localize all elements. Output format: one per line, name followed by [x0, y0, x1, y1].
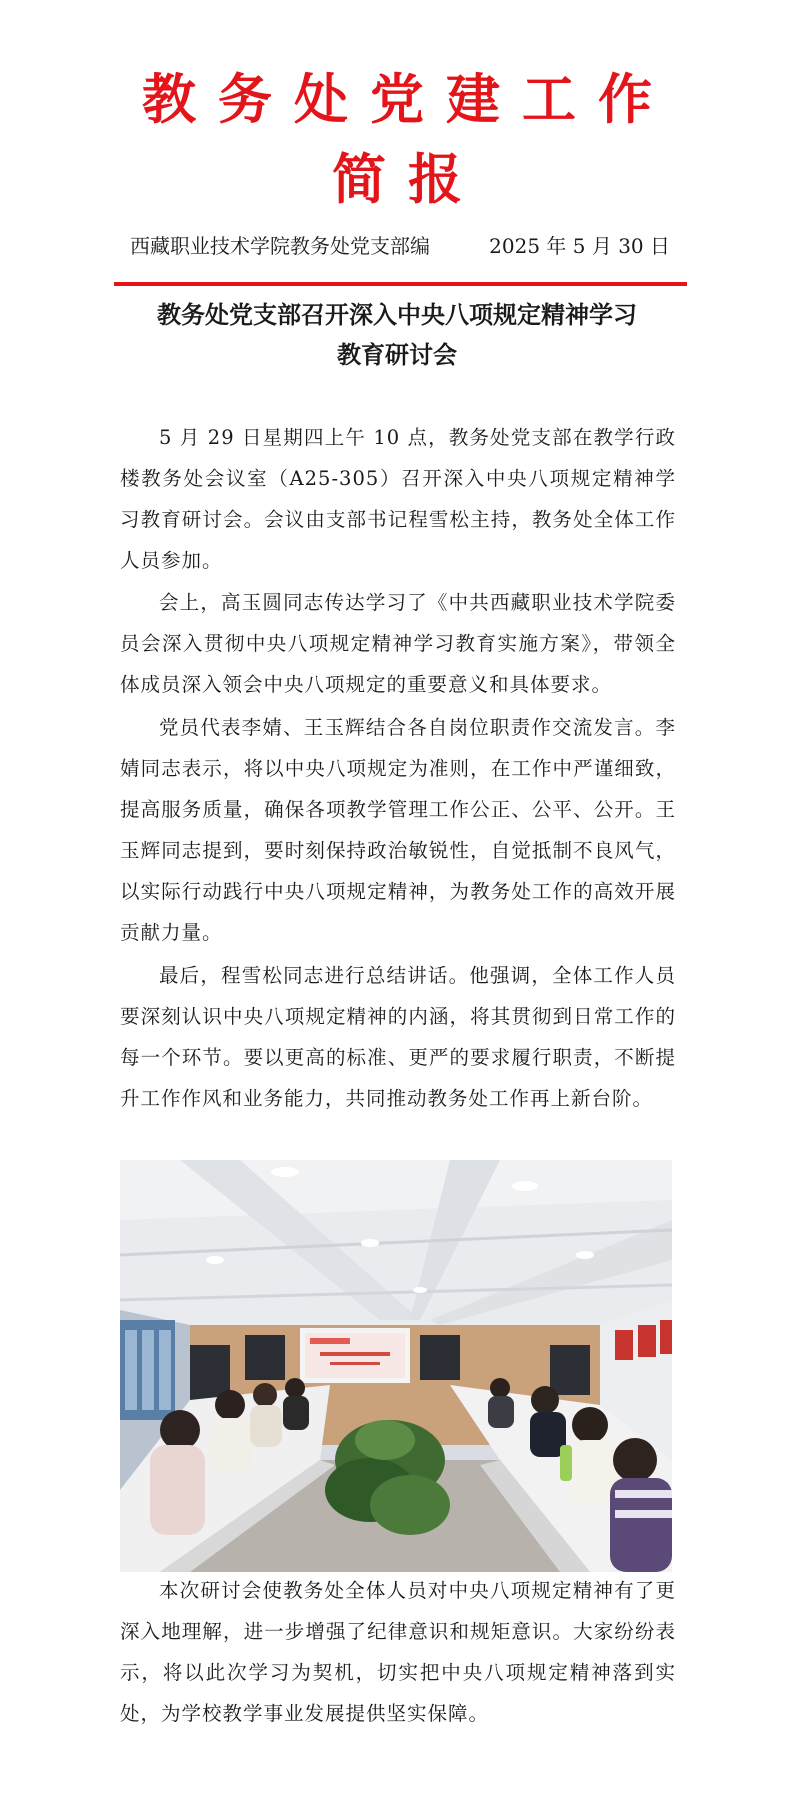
- red-divider: [114, 282, 687, 286]
- publication-date: 2025 年 5 月 30 日: [489, 234, 670, 258]
- paragraph-meeting-intro: 5 月 29 日星期四上午 10 点，教务处党支部在教学行政楼教务处会议室（A25-305）召开深入中央八项规定精神学习教育研讨会。会议由支部书记程雪松主持，教务处全体工作人员参加。: [120, 426, 676, 572]
- headline-line-2: 教育研讨会: [337, 340, 457, 369]
- paragraph-summary-speech: 最后，程雪松同志进行总结讲话。他强调，全体工作人员要深刻认识中央八项规定精神的内涵，将其贯彻到日常工作的每一个环节。要以更高的标准、更严的要求履行职责，不断提升工作作风和业务能力，共同推动教务处工作再上新台阶。: [120, 964, 676, 1110]
- masthead-line-1: 教务处党建工作: [142, 68, 674, 131]
- meeting-photo: [120, 1160, 672, 1572]
- article-headline: [100, 295, 694, 375]
- publisher-organization: 西藏职业技术学院教务处党支部编: [130, 234, 430, 258]
- paragraph-conclusion: 本次研讨会使教务处全体人员对中央八项规定精神有了更深入地理解，进一步增强了纪律意识和规矩意识。大家纷纷表示，将以此次学习为契机，切实把中央八项规定精神落到实处，为学校教学事业发展提供坚实保障。: [120, 1579, 676, 1725]
- paragraph-study-plan: 会上，高玉圆同志传达学习了《中共西藏职业技术学院委员会深入贯彻中央八项规定精神学习教育实施方案》，带领全体成员深入领会中央八项规定的重要意义和具体要求。: [120, 591, 676, 696]
- headline-line-1: 教务处党支部召开深入中央八项规定精神学习: [157, 300, 637, 329]
- masthead-line-2: 简报: [332, 148, 484, 211]
- masthead-title: [0, 60, 794, 220]
- paragraph-member-speeches: 党员代表李婧、王玉辉结合各自岗位职责作交流发言。李婧同志表示，将以中央八项规定为准则，在工作中严谨细致，提高服务质量，确保各项教学管理工作公正、公平、公开。王玉辉同志提到，要时刻保持政治敏锐性，自觉抵制不良风气，以实际行动践行中央八项规定精神，为教务处工作的高效开展贡献力量。: [120, 716, 676, 944]
